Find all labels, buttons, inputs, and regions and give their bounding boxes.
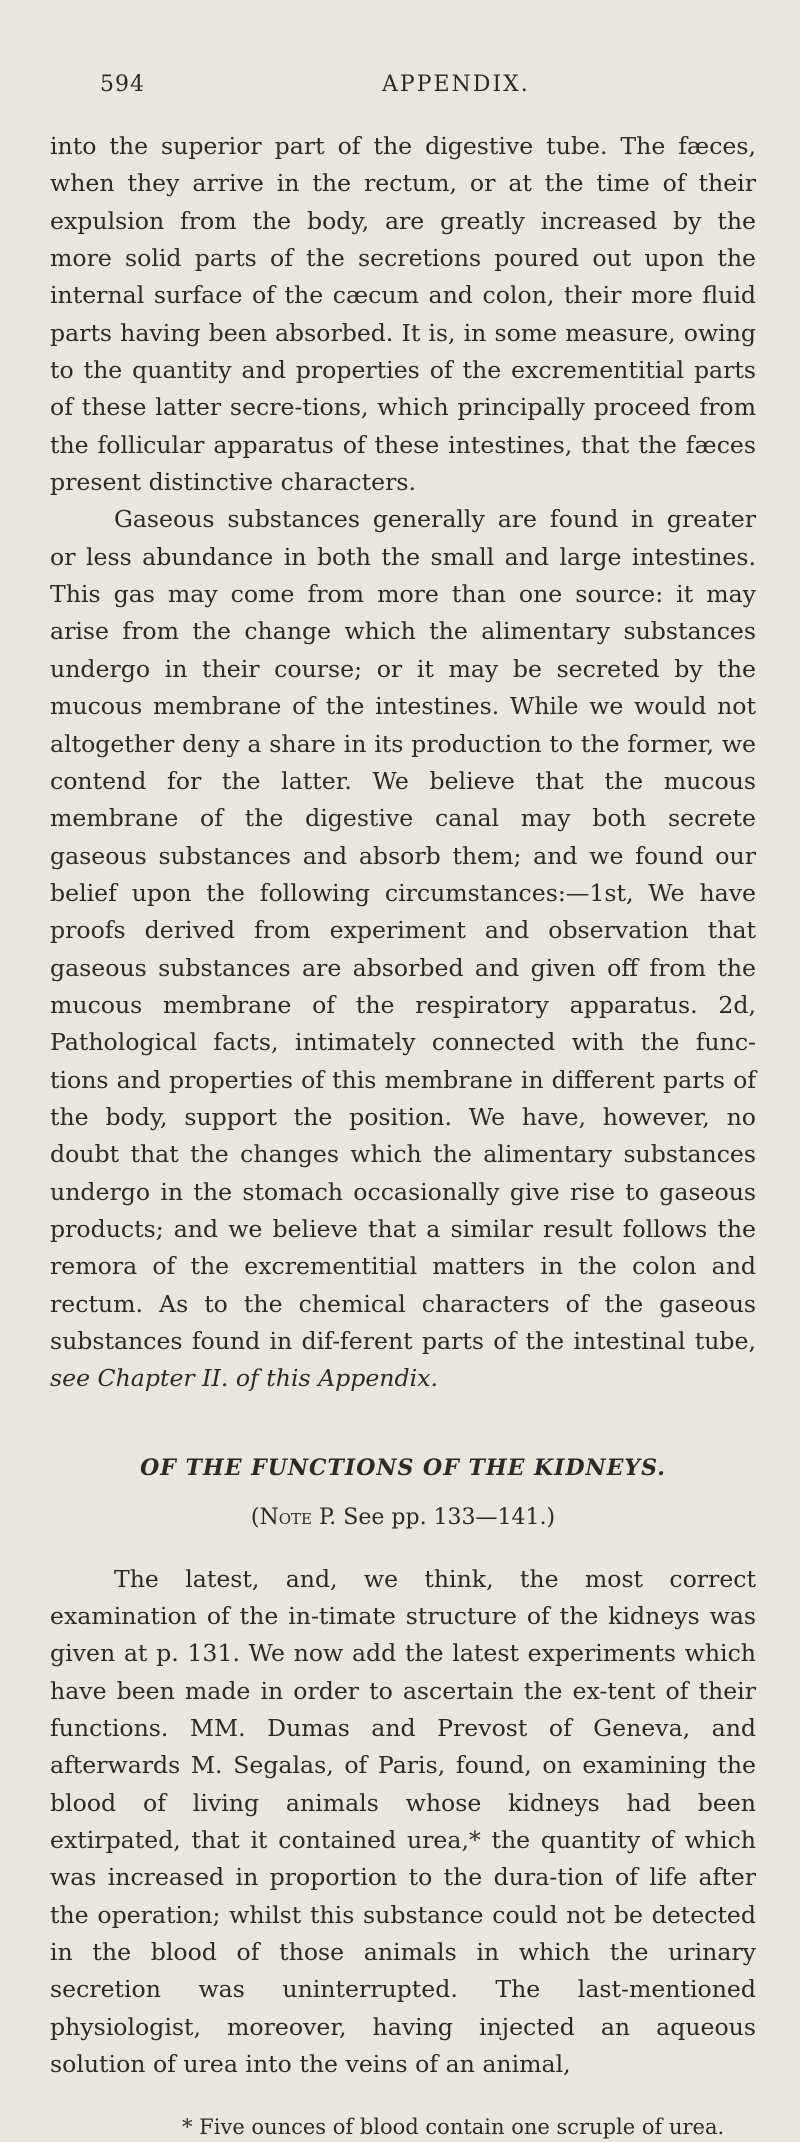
- note-open-paren: (: [250, 1504, 260, 1530]
- footnote: * Five ounces of blood contain one scruple of urea.: [182, 2114, 725, 2139]
- running-head: [50, 0, 756, 112]
- body-text: [50, 128, 756, 1398]
- section-body: [50, 1561, 756, 2084]
- paragraph-kidneys: The latest, and, we think, the most correct examination of the in-timate structure of the kidneys was given at p. 131. We now add the latest experiments which have been made in order to ascertain the ex-tent of their functions. MM. Dumas and Prevost of Geneva, and afterwards M. Segalas, of Paris, found, on examining the blood of living animals whose kidneys had been extirpated, that it contained urea,* the quantity of which was increased in proportion to the dura-tion of life after the operation; whilst this substance could not be detected in the blood of those animals in which the urinary secretion was uninterrupted. The last-mentioned physiologist, moreover, having injected an aqueous solution of urea into the veins of an animal,: [50, 1564, 756, 2079]
- running-title: APPENDIX.: [382, 72, 530, 97]
- section-title: OF THE FUNCTIONS OF THE KIDNEYS.: [140, 1454, 666, 1481]
- see-word: see: [50, 1364, 91, 1393]
- paragraph-gaseous-substances: [50, 501, 756, 1397]
- paragraph-continued: into the superior part of the digestive tube. The fæces, when they arrive in the rectum, or at the time of their expulsion from the body, are greatly increased by the more solid parts of the secretions poured out upon the internal surface of the cæcum and colon, their more fluid parts having been absorbed. It is, in some measure, owing to the quantity and properties of the excrementitial parts of these latter secre-tions, which principally proceed from the follicular apparatus of these intestines, that the fæces present distinctive characters.: [50, 132, 756, 497]
- note-label: Note P.: [259, 1504, 337, 1530]
- chapter-reference: Chapter II. of this Appendix.: [97, 1364, 438, 1393]
- section-note: [50, 1503, 756, 1533]
- paragraph-gaseous-text: Gaseous substances generally are found in greater or less abundance in both the small and large intestines. This gas may come from more than one source: it may arise from the change which the alimentary substances undergo in their course; or it may be secreted by the mucous membrane of the intestines. While we would not altogether deny a share in its production to the former, we contend for the latter. We believe that the mucous membrane of the digestive canal may both secrete gaseous substances and absorb them; and we found our belief upon the following circumstances:—1st, We have proofs derived from experiment and observation that gaseous substances are absorbed and given off from the mucous membrane of the respiratory apparatus. 2d, Pathological facts, intimately connected with the func-tions and properties of this membrane in different parts of the body, support the position. We have, however, no doubt that the changes which the alimentary substances undergo in the stomach occasionally give rise to gaseous products; and we believe that a similar result follows the remora of the excrementitial matters in the colon and rectum. As to the chemical characters of the gaseous substances found in dif-ferent parts of the intestinal tube,: [50, 505, 756, 1355]
- note-pages: See pp. 133—141.): [336, 1504, 556, 1530]
- page-number: 594: [100, 72, 145, 97]
